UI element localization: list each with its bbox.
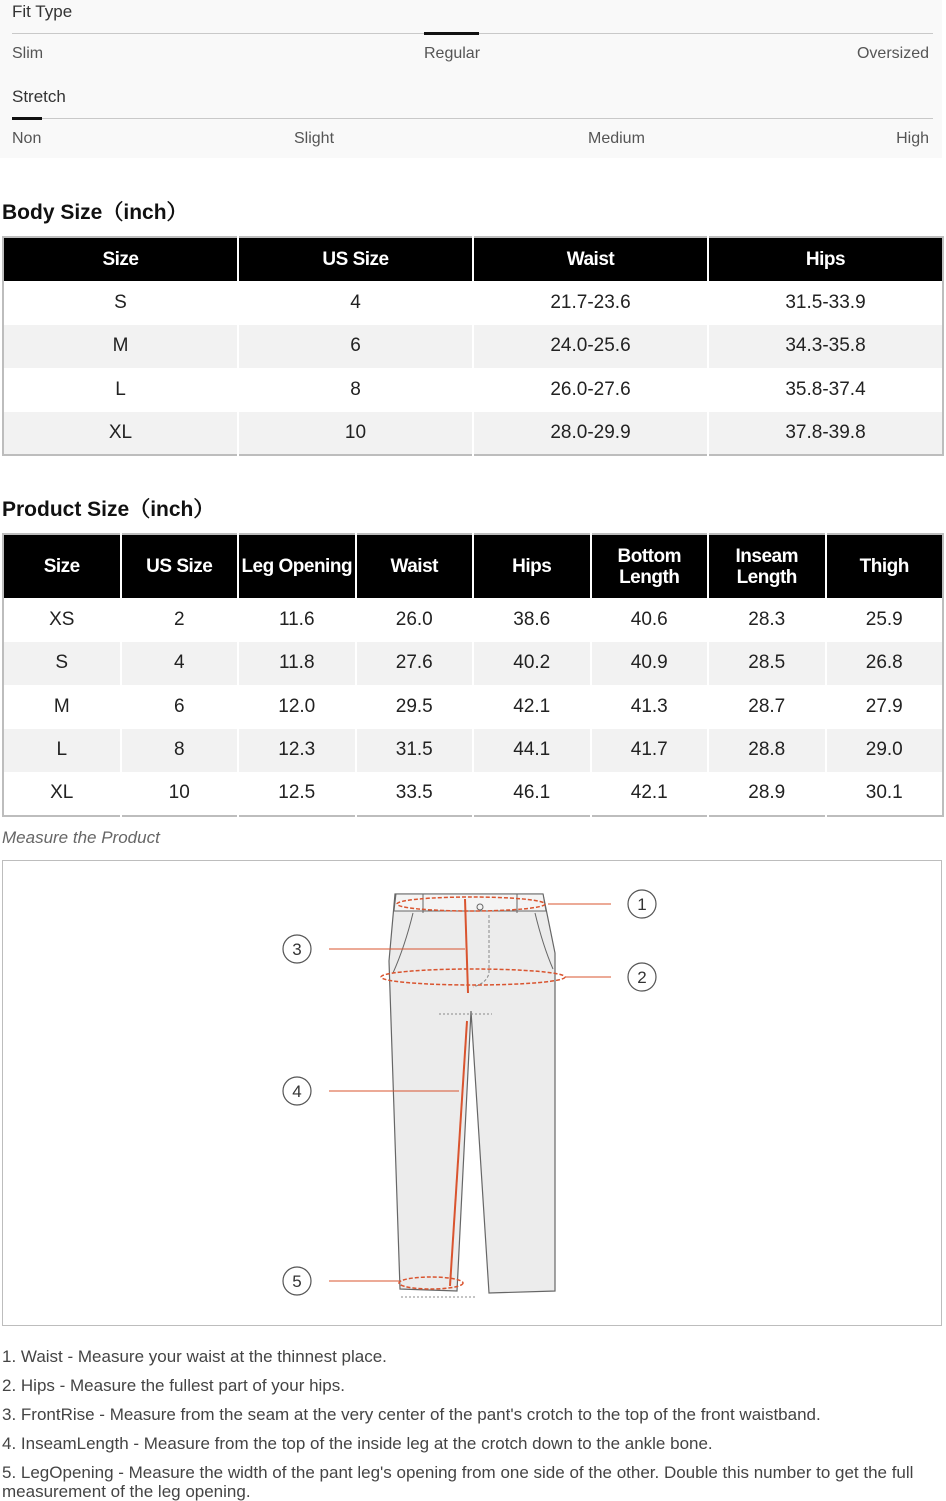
column-header: Hips (473, 534, 591, 598)
column-header: US Size (121, 534, 239, 598)
table-cell: 29.5 (356, 685, 474, 729)
column-header: Thigh (826, 534, 944, 598)
table-cell: 42.1 (473, 685, 591, 729)
stretch-title: Stretch (12, 87, 66, 106)
table-cell: 46.1 (473, 772, 591, 816)
table-cell: 37.8-39.8 (708, 412, 943, 456)
column-header: Size (3, 534, 121, 598)
fit-type-oversized-label: Oversized (856, 45, 929, 62)
table-cell: L (3, 729, 121, 773)
table-cell: XL (3, 412, 238, 456)
note-inseam: 4. InseamLength - Measure from the top of the inside leg at the crotch down to the ankle bone. (2, 1434, 713, 1453)
table-row (3, 368, 943, 412)
table-cell: 10 (121, 772, 239, 816)
pants-diagram (3, 861, 941, 1325)
table-cell: 38.6 (473, 598, 591, 642)
table-cell: 28.8 (708, 729, 826, 773)
measurement-notes (2, 1342, 942, 1501)
column-header: Inseam Length (708, 534, 826, 598)
table-row (3, 685, 943, 729)
table-cell: 4 (238, 281, 473, 325)
column-header: Bottom Length (591, 534, 709, 598)
table-cell: 34.3-35.8 (708, 325, 943, 369)
table-row (3, 281, 943, 325)
column-header: Waist (356, 534, 474, 598)
body-size-heading: Body Size（inch） (2, 201, 188, 224)
stretch-medium-label: Medium (588, 130, 645, 147)
table-cell: 2 (121, 598, 239, 642)
table-cell: 28.7 (708, 685, 826, 729)
stretch-non-label: Non (12, 130, 42, 147)
table-cell: 29.0 (826, 729, 944, 773)
table-cell: 31.5 (356, 729, 474, 773)
table-cell: 40.2 (473, 642, 591, 686)
table-row (3, 642, 943, 686)
table-cell: 4 (121, 642, 239, 686)
table-cell: S (3, 642, 121, 686)
stretch-track (12, 118, 933, 119)
table-cell: 11.6 (238, 598, 356, 642)
table-cell: 26.0 (356, 598, 474, 642)
table-cell: 25.9 (826, 598, 944, 642)
note-leg-opening: 5. LegOpening - Measure the width of the pant leg's opening from one side of the other. Double this number to get the full measurement of the leg opening. (2, 1463, 914, 1501)
column-header: Leg Opening (238, 534, 356, 598)
table-cell: M (3, 325, 238, 369)
fit-type-title: Fit Type (12, 2, 73, 21)
table-cell: M (3, 685, 121, 729)
body-size-table (2, 236, 944, 456)
table-row (3, 772, 943, 816)
marker-4 (283, 1077, 311, 1105)
table-cell: 40.6 (591, 598, 709, 642)
marker-label: 3 (292, 940, 302, 959)
column-header: Hips (708, 237, 943, 281)
table-cell: 12.0 (238, 685, 356, 729)
column-header: US Size (238, 237, 473, 281)
pants-diagram-box (2, 860, 942, 1326)
table-cell: 24.0-25.6 (473, 325, 708, 369)
table-cell: 26.8 (826, 642, 944, 686)
table-cell: 21.7-23.6 (473, 281, 708, 325)
stretch-high-label: High (896, 130, 929, 147)
stretch-indicator (12, 117, 42, 120)
table-header-row (3, 534, 943, 598)
note-front-rise: 3. FrontRise - Measure from the seam at the very center of the pant's crotch to the top of the front waistband. (2, 1405, 821, 1424)
table-cell: S (3, 281, 238, 325)
table-cell: 27.6 (356, 642, 474, 686)
marker-5 (283, 1267, 311, 1295)
column-header: Size (3, 237, 238, 281)
table-row (3, 598, 943, 642)
fit-stretch-panel (0, 0, 942, 158)
table-row (3, 729, 943, 773)
table-cell: 12.5 (238, 772, 356, 816)
marker-label: 2 (637, 968, 647, 987)
note-hips: 2. Hips - Measure the fullest part of your hips. (2, 1376, 345, 1395)
table-cell: 10 (238, 412, 473, 456)
product-size-heading: Product Size（inch） (2, 498, 215, 521)
table-cell: 6 (121, 685, 239, 729)
marker-label: 4 (292, 1082, 302, 1101)
table-cell: 28.5 (708, 642, 826, 686)
table-cell: 28.3 (708, 598, 826, 642)
table-cell: 6 (238, 325, 473, 369)
pants-outline (389, 894, 555, 1293)
table-cell: 41.3 (591, 685, 709, 729)
marker-1 (628, 890, 656, 918)
product-size-table (2, 533, 944, 817)
table-cell: 40.9 (591, 642, 709, 686)
table-row (3, 325, 943, 369)
note-waist: 1. Waist - Measure your waist at the thinnest place. (2, 1347, 387, 1366)
column-header: Waist (473, 237, 708, 281)
table-cell: 8 (121, 729, 239, 773)
table-row (3, 412, 943, 456)
table-cell: 33.5 (356, 772, 474, 816)
table-cell: L (3, 368, 238, 412)
table-header-row (3, 237, 943, 281)
table-cell: 8 (238, 368, 473, 412)
table-cell: 30.1 (826, 772, 944, 816)
fit-type-slim-label: Slim (12, 45, 44, 62)
marker-label: 5 (292, 1272, 302, 1291)
table-cell: 28.0-29.9 (473, 412, 708, 456)
stretch-slight-label: Slight (294, 130, 335, 147)
table-cell: 31.5-33.9 (708, 281, 943, 325)
table-cell: 41.7 (591, 729, 709, 773)
fit-type-regular-label: Regular (424, 45, 481, 62)
table-cell: 11.8 (238, 642, 356, 686)
table-cell: 44.1 (473, 729, 591, 773)
marker-3 (283, 935, 311, 963)
table-cell: 27.9 (826, 685, 944, 729)
table-cell: XL (3, 772, 121, 816)
table-cell: XS (3, 598, 121, 642)
marker-label: 1 (637, 895, 647, 914)
table-cell: 35.8-37.4 (708, 368, 943, 412)
measure-caption: Measure the Product (2, 828, 160, 847)
table-cell: 28.9 (708, 772, 826, 816)
table-cell: 42.1 (591, 772, 709, 816)
fit-type-indicator (424, 32, 479, 35)
marker-2 (628, 963, 656, 991)
table-cell: 26.0-27.6 (473, 368, 708, 412)
table-cell: 12.3 (238, 729, 356, 773)
